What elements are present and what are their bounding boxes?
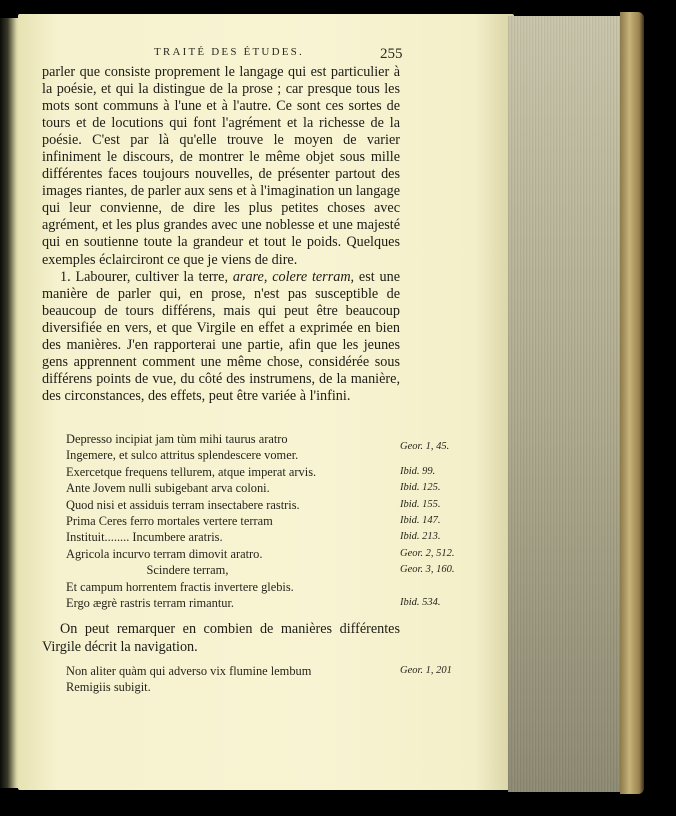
verse-line: Quod nisi et assiduis terram insectabere rastris. Ibid. 155. (66, 497, 441, 512)
verse-line: Ingemere, et sulco attritus splendescere vomer. Geor. 1, 45. (66, 441, 450, 463)
paragraph-1: parler que consiste proprement le langage qui est particulier à la poésie, et qui la distingue de la prose ; car presque tous les mots sont communs à l'une et à l'autre. Ce sont ces sortes de tours et de locutions qui font l'agrément et la richesse de la poésie. C'est par là qu'elle trouve le moyen de varier infiniment le discours, de montrer le même objet sous mille différentes faces toujours nouvelles, de présenter partout des images riantes, de parler aux sens et à l'imagination un langage qui leur convienne, de dire les plus petites choses avec agrément, et les plus grandes avec une noblesse et une majesté qui en soutienne toute la grandeur et tout le poids. Quelques exemples éclairciront ce que je viens de dire. (42, 64, 400, 268)
body-text-2 (42, 621, 400, 656)
verse-line: Depresso incipiat jam tùm mihi taurus aratro (66, 432, 288, 446)
verse-line: Ergo ægrè rastris terram rimantur. Ibid. 534. (66, 595, 441, 610)
body-text (42, 64, 400, 405)
verse-line: Non aliter quàm qui adverso vix flumine lembum Geor. 1, 201 (66, 664, 452, 678)
page-stack-edge (508, 16, 626, 792)
paragraph-2-lead: 1. Labourer, cultiver la terre, (60, 268, 233, 285)
paragraph-2-rest: est une manière de parler qui, en prose, n'est pas susceptible de beaucoup de tours différens, mais qui peut être beaucoup diversifiée en vers, et que Virgile en effet a exprimée en bien des manières. J'en rapporterai une partie, afin que les jeunes gens apprennent comment une même chose, considérée sous différens points de vue, du côté des instrumens, de la manière, des circonstances, des effets, peut être variée à l'infini. (42, 268, 400, 404)
verse-line: Ante Jovem nulli subigebant arva coloni. Ibid. 125. (66, 481, 441, 496)
verse-line: Prima Ceres ferro mortales vertere terram Ibid. 147. (66, 513, 441, 528)
verse-line: Exercetque frequens tellurem, atque imperat arvis. Ibid. 99. (66, 464, 436, 479)
paragraph-3: On peut remarquer en combien de manières différentes Virgile décrit la navigation. (42, 621, 400, 655)
verse-line: Remigiis subigit. (66, 680, 151, 695)
verse-line: Instituit........ Incumbere aratris. Ibid. 213. (66, 530, 441, 545)
page-number: 255 (380, 46, 403, 62)
running-head: TRAITÉ DES ÉTUDES. (154, 46, 304, 58)
verse-line: Et campum horrentem fractis invertere glebis. (66, 579, 294, 594)
paragraph-2-italic: arare, colere terram, (232, 268, 355, 285)
latin-verses (66, 432, 478, 612)
verse-line: Agricola incurvo terram dimovit aratro. Geor. 2, 512. (66, 546, 455, 561)
latin-verses-2 (66, 664, 478, 697)
verse-line: Scindere terram, Geor. 3, 160. (66, 563, 455, 578)
book-cover-edge (620, 12, 644, 794)
paragraph-2 (42, 269, 400, 405)
